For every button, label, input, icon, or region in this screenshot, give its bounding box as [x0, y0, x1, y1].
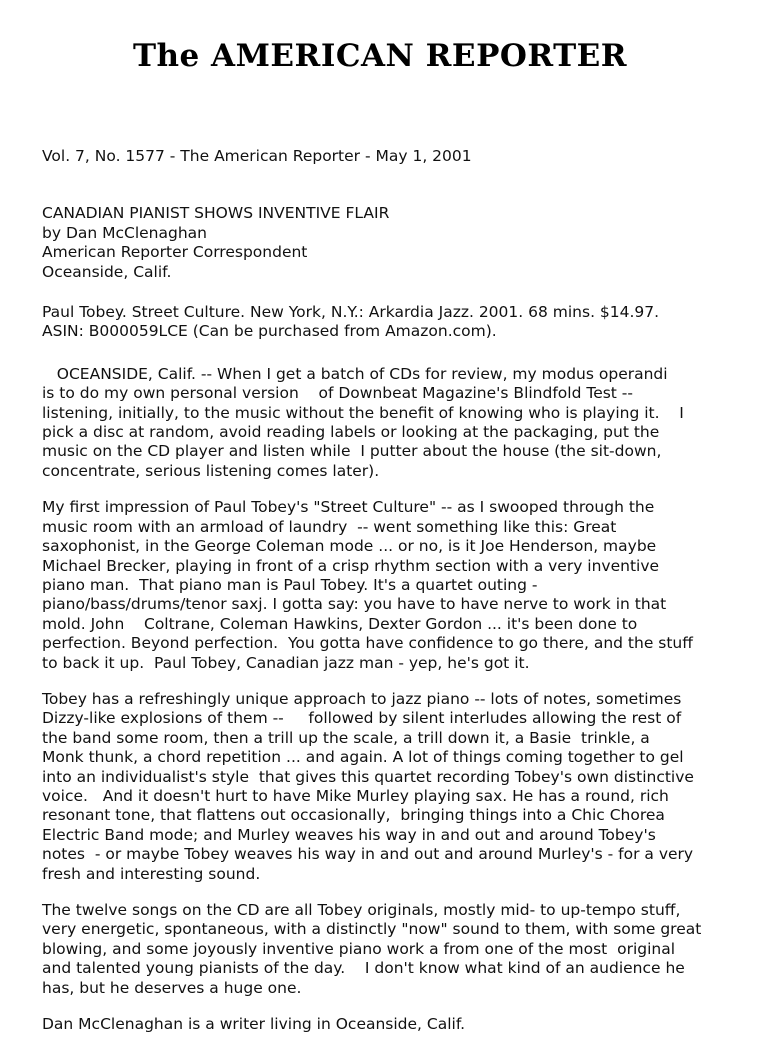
text-line: into an individualist's style that gives this quartet recording Tobey's own distinctive — [42, 767, 694, 786]
text-line: has, but he deserves a huge one. — [42, 978, 302, 997]
text-line: listening, initially, to the music without the benefit of knowing who is playing it. I — [42, 403, 684, 422]
article-header — [42, 204, 732, 282]
text-line: concentrate, serious listening comes later). — [42, 461, 380, 480]
text-line: the band some room, then a trill up the scale, a trill down it, a Basie trinkle, a — [42, 728, 650, 747]
text-line: music room with an armload of laundry -- went something like this: Great — [42, 517, 617, 536]
text-line: notes - or maybe Tobey weaves his way in and out and around Murley's - for a very — [42, 845, 694, 864]
text-line: The twelve songs on the CD are all Tobey originals, mostly mid- to up-tempo stuff, — [42, 901, 681, 919]
text-line: Michael Brecker, playing in front of a crisp rhythm section with a very inventive — [42, 556, 660, 575]
text-line: Dizzy-like explosions of them -- followed by silent interludes allowing the rest of — [42, 709, 682, 728]
article-body — [42, 147, 732, 1034]
paragraph-2 — [42, 498, 732, 673]
author-role: American Reporter Correspondent — [42, 243, 308, 262]
paragraph-1 — [42, 365, 732, 481]
text-line: voice. And it doesn't hurt to have Mike Murley playing sax. He has a round, rich — [42, 786, 669, 805]
byline: by Dan McClenaghan — [42, 223, 207, 242]
text-line: piano man. That piano man is Paul Tobey. It's a quartet outing - — [42, 575, 538, 594]
dateline: Vol. 7, No. 1577 - The American Reporter - May 1, 2001 — [42, 147, 472, 165]
text-line: Monk thunk, a chord repetition ... and again. A lot of things coming together to gel — [42, 748, 684, 767]
text-line: OCEANSIDE, Calif. -- When I get a batch of CDs for review, my modus operandi — [42, 364, 668, 383]
author-bio — [42, 1015, 732, 1034]
text-line: My first impression of Paul Tobey's "Street Culture" -- as I swooped through the — [42, 498, 655, 517]
text-line: mold. John Coltrane, Coleman Hawkins, Dexter Gordon ... it's been done to — [42, 614, 638, 633]
text-line: Dan McClenaghan is a writer living in Oceanside, Calif. — [42, 1015, 466, 1034]
text-line: to back it up. Paul Tobey, Canadian jazz man - yep, he's got it. — [42, 653, 530, 672]
text-line: saxophonist, in the George Coleman mode ... or no, is it Joe Henderson, maybe — [42, 537, 657, 556]
text-line: piano/bass/drums/tenor saxj. I gotta say: you have to have nerve to work in that — [42, 595, 667, 614]
citation — [42, 303, 732, 342]
text-line: resonant tone, that flattens out occasionally, bringing things into a Chic Chorea — [42, 806, 665, 825]
citation-line: ASIN: B000059LCE (Can be purchased from Amazon.com). — [42, 322, 497, 341]
text-line: Electric Band mode; and Murley weaves his way in and out and around Tobey's — [42, 825, 656, 844]
text-line: Tobey has a refreshingly unique approach to jazz piano -- lots of notes, sometimes — [42, 689, 682, 708]
citation-line: Paul Tobey. Street Culture. New York, N.Y.: Arkardia Jazz. 2001. 68 mins. $14.97. — [42, 303, 660, 322]
paragraph-4 — [42, 901, 732, 998]
text-line: fresh and interesting sound. — [42, 864, 261, 883]
text-line: and talented young pianists of the day. I don't know what kind of an audience he — [42, 959, 685, 978]
text-line: very energetic, spontaneous, with a distinctly "now" sound to them, with some great — [42, 920, 702, 939]
text-line: pick a disc at random, avoid reading labels or looking at the packaging, put the — [42, 423, 660, 442]
text-line: is to do my own personal version of Downbeat Magazine's Blindfold Test -- — [42, 384, 633, 403]
paragraph-3 — [42, 690, 732, 884]
headline: CANADIAN PIANIST SHOWS INVENTIVE FLAIR — [42, 204, 390, 223]
text-line: perfection. Beyond perfection. You gotta have confidence to go there, and the stuff — [42, 634, 693, 653]
text-line: blowing, and some joyously inventive piano work a from one of the most original — [42, 939, 676, 958]
masthead-title: The AMERICAN REPORTER — [132, 38, 628, 74]
text-line: music on the CD player and listen while I putter about the house (the sit-down, — [42, 442, 662, 461]
author-location: Oceanside, Calif. — [42, 262, 172, 281]
